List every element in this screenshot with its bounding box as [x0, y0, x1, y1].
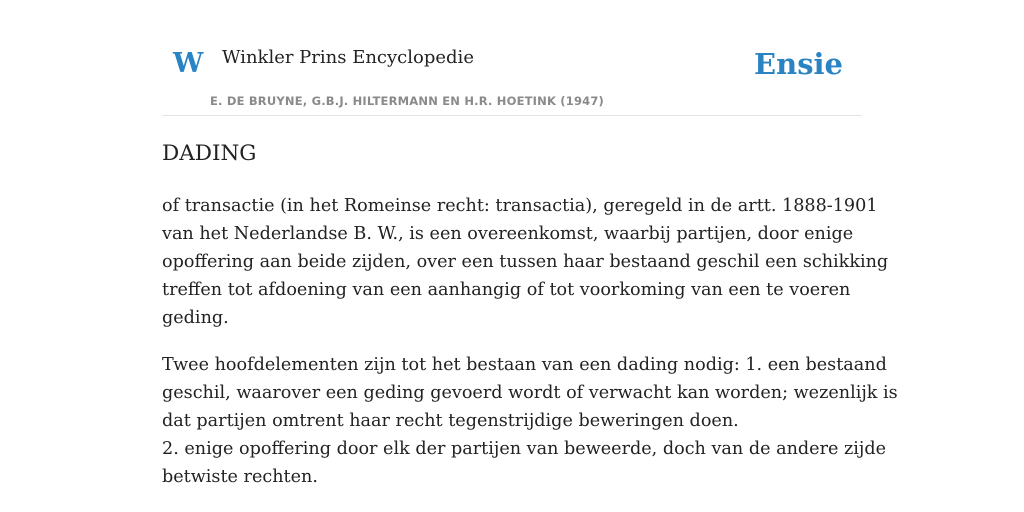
entry-title: DADING: [162, 141, 257, 166]
page: [162, 0, 898, 487]
entry-paragraph-1: [162, 192, 889, 332]
source-title[interactable]: Winkler Prins Encyclopedie: [222, 47, 474, 68]
text-line: dat partijen omtrent haar recht tegenstrijdige beweringen doen.: [162, 411, 739, 431]
source-authors: E. DE BRUYNE, G.B.J. HILTERMANN EN H.R. HOETINK (1947): [210, 94, 605, 108]
text-line: treffen tot afdoening van een aanhangig of tot voorkoming van een te voeren: [162, 280, 851, 300]
text-line: Twee hoofdelementen zijn tot het bestaan van een dading nodig: 1. een bestaand: [162, 355, 887, 375]
text-line: 2. enige opoffering door elk der partijen van beweerde, doch van de andere zijde: [162, 439, 887, 459]
source-header: [162, 0, 862, 116]
text-line: geding.: [162, 308, 229, 328]
winkler-prins-logo-icon[interactable]: W: [173, 48, 204, 79]
entry-body: [162, 192, 898, 510]
entry-paragraph-2: [162, 351, 898, 491]
text-line: of transactie (in het Romeinse recht: transactia), geregeld in de artt. 1888-1901: [162, 196, 878, 216]
text-line: van het Nederlandse B. W., is een overeenkomst, waarbij partijen, door enige: [162, 224, 854, 244]
text-line: geschil, waarover een geding gevoerd wordt of verwacht kan worden; wezenlijk is: [162, 383, 898, 403]
ensie-logo[interactable]: Ensie: [754, 47, 843, 81]
text-line: betwiste rechten.: [162, 467, 318, 487]
text-line: opoffering aan beide zijden, over een tussen haar bestaand geschil een schikking: [162, 252, 889, 272]
